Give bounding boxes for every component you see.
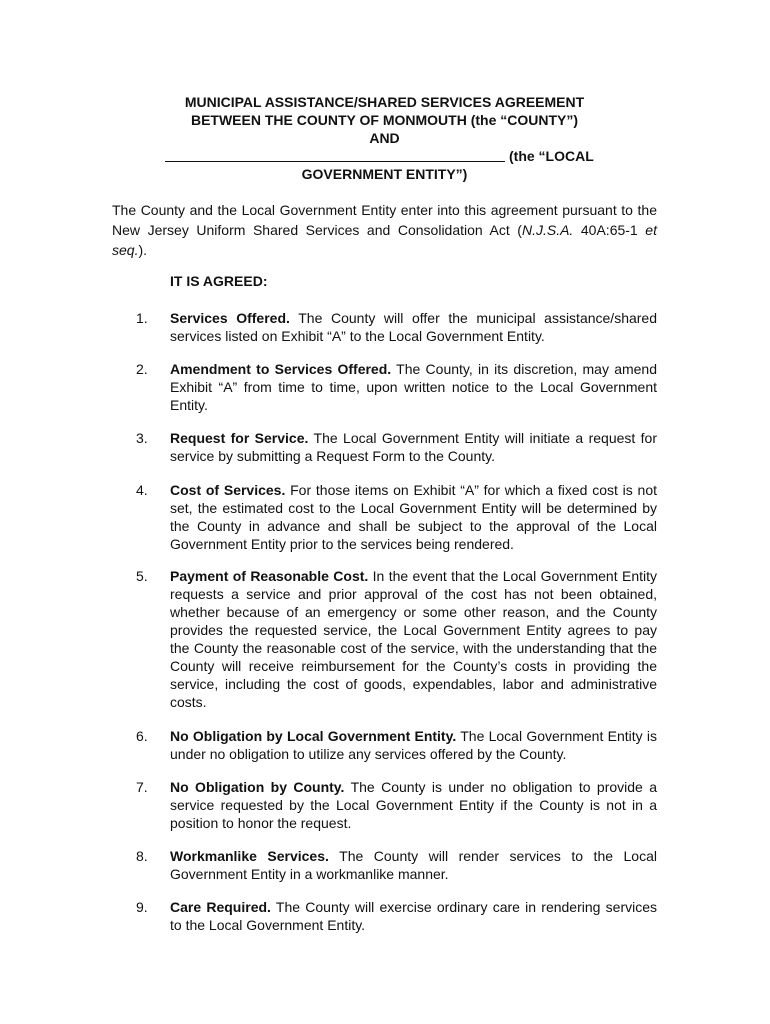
clause-5 bbox=[112, 567, 657, 711]
clause-heading: Cost of Services. bbox=[170, 482, 286, 498]
clause-heading: Care Required. bbox=[170, 899, 271, 915]
title-line-5: GOVERNMENT ENTITY”) bbox=[301, 166, 468, 182]
intro-et-seq: et seq. bbox=[112, 222, 657, 258]
clause-heading: No Obligation by Local Government Entity. bbox=[170, 728, 457, 744]
clause-number: 7. bbox=[136, 779, 148, 795]
clause-number: 4. bbox=[136, 482, 148, 498]
intro-text-mid: 40A:65-1 bbox=[573, 222, 646, 238]
agreement-title bbox=[112, 93, 657, 183]
entity-name-blank-line bbox=[165, 161, 505, 162]
clause-text: The County will exercise ordinary care in rendering services to the Local Government Entity. bbox=[170, 899, 658, 933]
clause-text: The Local Government Entity is under no obligation to utilize any services offered by the County. bbox=[170, 728, 657, 762]
clause-4 bbox=[112, 481, 657, 553]
clause-text: The County is under no obligation to provide a service requested by the Local Government Entity if the County is not in a position to honor the request. bbox=[170, 779, 657, 831]
it-is-agreed-heading: IT IS AGREED: bbox=[170, 273, 268, 289]
clause-number: 5. bbox=[136, 568, 148, 584]
intro-text-before: The County and the Local Government Entity enter into this agreement pursuant to the New Jersey Uniform Shared Services and Consolidation Act ( bbox=[112, 202, 657, 238]
clause-1 bbox=[112, 309, 657, 345]
clause-number: 9. bbox=[136, 899, 148, 915]
clause-text: In the event that the Local Government Entity requests a service and prior approval of the cost has not been obtained, whether because of an emergency or some other reason, and the County provides the requested service, the Local Government Entity agrees to pay the County the reasonable cost of the service, with the understanding that the County will receive reimbursement for the County’s costs in providing the service, including the cost of goods, expendables, labor and administrative costs. bbox=[170, 568, 657, 710]
clause-heading: Request for Service. bbox=[170, 430, 309, 446]
title-line-3: AND bbox=[369, 130, 400, 146]
clause-number: 2. bbox=[136, 361, 148, 377]
clause-text: The County, in its discretion, may amend Exhibit “A” from time to time, upon written notice to the Local Government Entity. bbox=[170, 361, 658, 413]
title-line-4-suffix: (the “LOCAL bbox=[509, 148, 594, 164]
clause-9 bbox=[112, 898, 657, 934]
intro-text-after: ). bbox=[138, 242, 148, 258]
clause-heading: Payment of Reasonable Cost. bbox=[170, 568, 369, 584]
title-line-2: BETWEEN THE COUNTY OF MONMOUTH (the “COUNTY”) bbox=[190, 112, 579, 128]
clause-text: The County will offer the municipal assistance/shared services listed on Exhibit “A” to the Local Government Entity. bbox=[170, 310, 657, 344]
clause-text: The County will render services to the Local Government Entity in a workmanlike manner. bbox=[170, 848, 657, 882]
clause-number: 8. bbox=[136, 848, 148, 864]
clause-8 bbox=[112, 847, 657, 883]
intro-citation: N.J.S.A. bbox=[521, 222, 574, 238]
title-line-1: MUNICIPAL ASSISTANCE/SHARED SERVICES AGREEMENT bbox=[184, 94, 585, 110]
clause-text: For those items on Exhibit “A” for which a fixed cost is not set, the estimated cost to the Local Government Entity will be determined by the County in advance and shall be subject to the approval of the Local Government Entity prior to the services being rendered. bbox=[170, 482, 657, 552]
clause-number: 3. bbox=[136, 430, 148, 446]
clause-number: 6. bbox=[136, 728, 148, 744]
clause-heading: Amendment to Services Offered. bbox=[170, 361, 392, 377]
clause-heading: Workmanlike Services. bbox=[170, 848, 329, 864]
clause-heading: No Obligation by County. bbox=[170, 779, 345, 795]
clause-2 bbox=[112, 360, 657, 414]
clause-6 bbox=[112, 727, 657, 763]
intro-paragraph bbox=[112, 200, 657, 260]
clause-7 bbox=[112, 778, 657, 832]
clause-text: The Local Government Entity will initiate a request for service by submitting a Request Form to the County. bbox=[170, 430, 658, 464]
clause-3 bbox=[112, 429, 657, 465]
clause-number: 1. bbox=[136, 310, 148, 326]
clause-heading: Services Offered. bbox=[170, 310, 290, 326]
